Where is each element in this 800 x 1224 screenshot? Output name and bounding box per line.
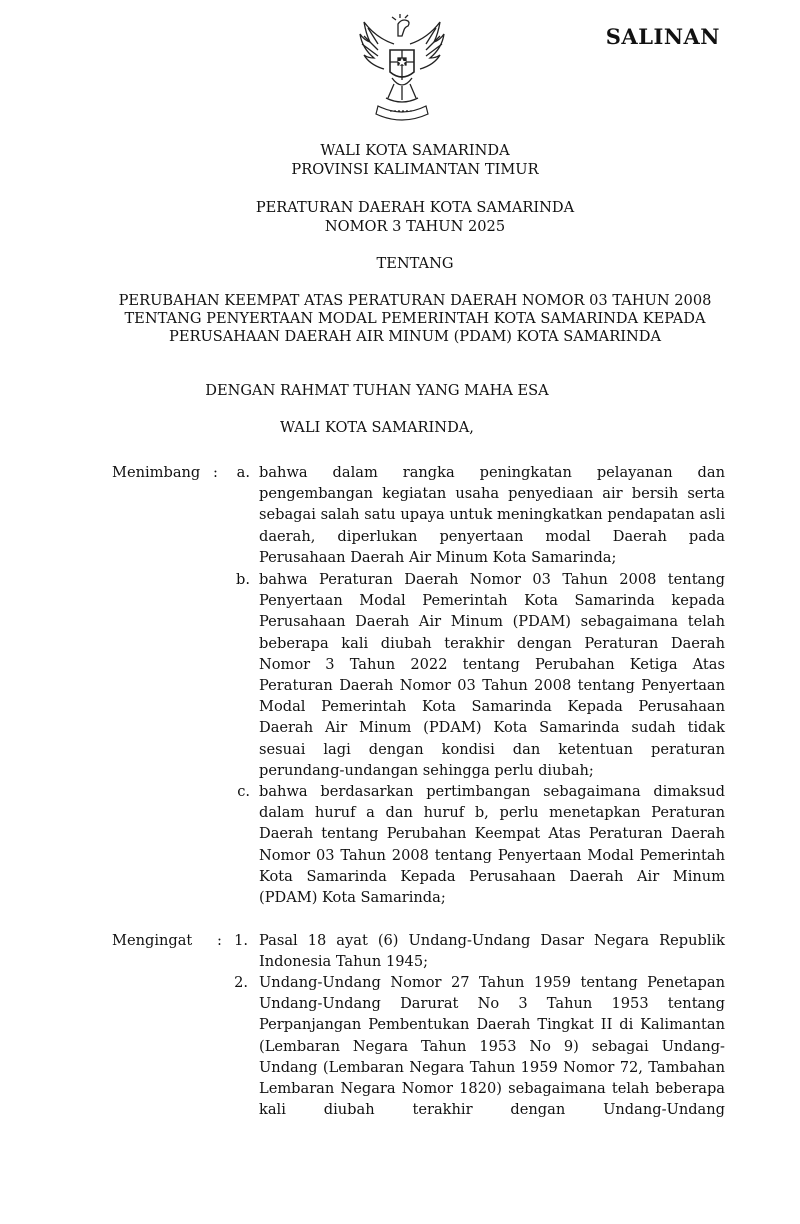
about-heading: TENTANG xyxy=(376,255,454,272)
header-issuer: WALI KOTA SAMARINDA xyxy=(320,142,510,159)
menimbang-item-c: bahwa berdasarkan pertimbangan sebagaimana dimaksud dalam huruf a dan huruf b, perlu menetapkan Peraturan Daerah tentang Perubahan Keempat Atas Peraturan Daerah Nomor 03 Tahun 2008 tentang Penyertaan Modal Pemerintah Kota Samarinda Kepada Perusahaan Daerah Air Minum (PDAM) Kota Samarinda; xyxy=(259,783,725,907)
blessing-line: DENGAN RAHMAT TUHAN YANG MAHA ESA xyxy=(205,382,549,399)
regulation-title: PERATURAN DAERAH KOTA SAMARINDA xyxy=(255,199,575,216)
menimbang-item-a: bahwa dalam rangka peningkatan pelayanan dan pengembangan kegiatan usaha penyediaan air bersih serta sebagai salah satu upaya untuk meningkatkan pendapatan asli daerah, diperlukan penyertaan modal Daerah pada Perusahaan Daerah Air Minum Kota Samarinda; xyxy=(259,464,725,566)
item-marker: 2. xyxy=(234,974,248,991)
mengingat-item-1: Pasal 18 ayat (6) Undang-Undang Dasar Negara Republik Indonesia Tahun 1945; xyxy=(259,932,725,971)
menimbang-label: Menimbang xyxy=(112,464,201,481)
item-marker: c. xyxy=(237,783,250,800)
menimbang-item-b: bahwa Peraturan Daerah Nomor 03 Tahun 2008 tentang Penyertaan Modal Pemerintah Kota Samarinda kepada Perusahaan Daerah Air Minum (PDAM) sebagaimana telah beberapa kali diubah terakhir dengan Peraturan Daerah Nomor 3 Tahun 2022 tentang Perubahan Ketiga Atas Peraturan Daerah Nomor 03 Tahun 2008 tentang Penyertaan Modal Pemerintah Kota Samarinda Kepada Perusahaan Daerah Air Minum (PDAM) Kota Samarinda sudah tidak sesuai lagi dengan kondisi dan ketentuan peraturan perundang-undangan sehingga perlu diubah; xyxy=(259,571,725,779)
header-province: PROVINSI KALIMANTAN TIMUR xyxy=(291,161,539,178)
salinan-stamp: SALINAN xyxy=(605,24,720,49)
garuda-pancasila-emblem-icon xyxy=(356,14,448,126)
regulation-number: NOMOR 3 TAHUN 2025 xyxy=(324,218,506,235)
regulation-subject-line-1: PERUBAHAN KEEMPAT ATAS PERATURAN DAERAH NOMOR 03 TAHUN 2008 xyxy=(118,292,712,309)
mengingat-item-2: Undang-Undang Nomor 27 Tahun 1959 tentang Penetapan Undang-Undang Darurat No 3 Tahun 1953 tentang Perpanjangan Pembentukan Daerah Tingkat II di Kalimantan (Lembaran Negara Tahun 1953 No 9) sebagai Undang-Undang (Lembaran Negara Tahun 1959 Nomor 72, Tambahan Lembaran Negara Nomor 1820) sebagaimana telah beberapa kali diubah terakhir dengan Undang-Undang xyxy=(259,974,725,1119)
item-marker: 1. xyxy=(234,932,248,949)
item-marker: a. xyxy=(236,464,250,481)
regulation-subject-line-3: PERUSAHAAN DAERAH AIR MINUM (PDAM) KOTA SAMARINDA xyxy=(169,328,661,345)
mengingat-label: Mengingat xyxy=(112,932,193,949)
item-marker: b. xyxy=(236,571,250,588)
authority-line: WALI KOTA SAMARINDA, xyxy=(280,419,474,436)
regulation-subject-line-2: TENTANG PENYERTAAN MODAL PEMERINTAH KOTA SAMARINDA KEPADA xyxy=(124,310,706,327)
menimbang-colon: : xyxy=(213,464,218,481)
mengingat-colon: : xyxy=(217,932,222,949)
